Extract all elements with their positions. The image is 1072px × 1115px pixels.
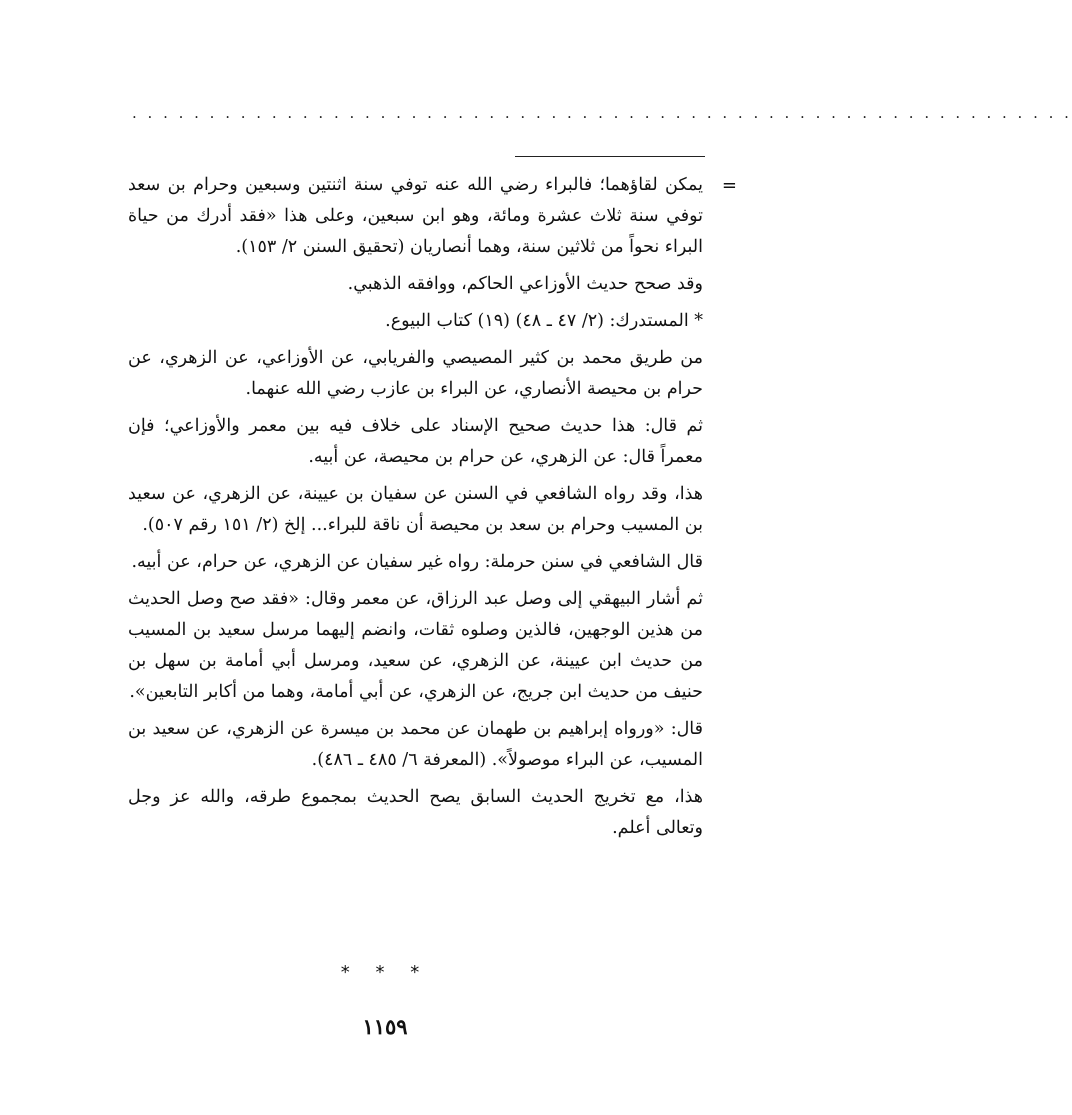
paragraph-text: يمكن لقاؤهما؛ فالبراء رضي الله عنه توفي سنة اثنتين وسبعين وحرام بن سعد توفي سنة ثلاث عشرة ومائة، وهو ابن سبعين، وعلى هذا «فقد أدرك من حياة البراء نحواً من ثلاثين سنة، وهما أنصاريان (تحقيق السنن ٢/ ١٥٣). <box>128 175 703 257</box>
paragraph: ثم قال: هذا حديث صحيح الإسناد على خلاف فيه بين معمر والأوزاعي؛ فإن معمراً قال: عن الزهري، عن حرام بن محيصة، عن أبيه. <box>128 416 703 467</box>
page-number: ١١٥٩ <box>362 1014 408 1039</box>
paragraph: قال الشافعي في سنن حرملة: رواه غير سفيان عن الزهري، عن حرام، عن أبيه. <box>131 552 703 572</box>
paragraph: من طريق محمد بن كثير المصيصي والفريابي، عن الأوزاعي، عن الزهري، عن حرام بن محيصة الأنصاري، عن البراء بن عازب رضي الله عنهما. <box>128 348 703 399</box>
paragraph: وقد صحح حديث الأوزاعي الحاكم، ووافقه الذهبي. <box>347 274 703 294</box>
footnote-continuation <box>128 170 737 263</box>
paragraph: هذا، وقد رواه الشافعي في السنن عن سفيان بن عيينة، عن الزهري، عن سعيد بن المسيب وحرام بن سعد بن محيصة أن ناقة للبراء... إلخ (٢/ ١٥١ رقم ٥٠٧). <box>128 484 703 535</box>
paragraph: قال: «ورواه إبراهيم بن طهمان عن محمد بن ميسرة عن الزهري، عن سعيد بن المسيب، عن البراء موصولاً». (المعرفة ٦/ ٤٨٥ ـ ٤٨٦). <box>128 719 703 770</box>
section-separator: * * * <box>340 962 430 983</box>
continuation-mark: = <box>721 175 737 196</box>
footnote-body <box>128 170 737 850</box>
paragraph: ثم أشار البيهقي إلى وصل عبد الرزاق، عن معمر وقال: «فقد صح وصل الحديث من هذين الوجهين، فالذين وصلوه ثقات، وانضم إليهما مرسل سعيد بن المسيب من حديث ابن عيينة، عن الزهري، عن سعيد، ومرسل أبي أمامة بن سهل بن حنيف من حديث ابن جريج، عن الزهري، عن أبي أمامة، وهما من أكابر التابعين». <box>128 589 703 702</box>
paragraph: هذا، مع تخريج الحديث السابق يصح الحديث بمجموع طرقه، والله عز وجل وتعالى أعلم. <box>128 787 703 838</box>
footnote-rule <box>515 156 705 157</box>
dotted-separator: . . . . . . . . . . . . . . . . . . . . . . . . . . . . . . . . . . . . . . . . . . . . . . . . . . . . . . . . . . . . . <box>132 104 1072 122</box>
paragraph-reference: * المستدرك: (٢/ ٤٧ ـ ٤٨) (١٩) كتاب البيوع. <box>385 311 703 331</box>
